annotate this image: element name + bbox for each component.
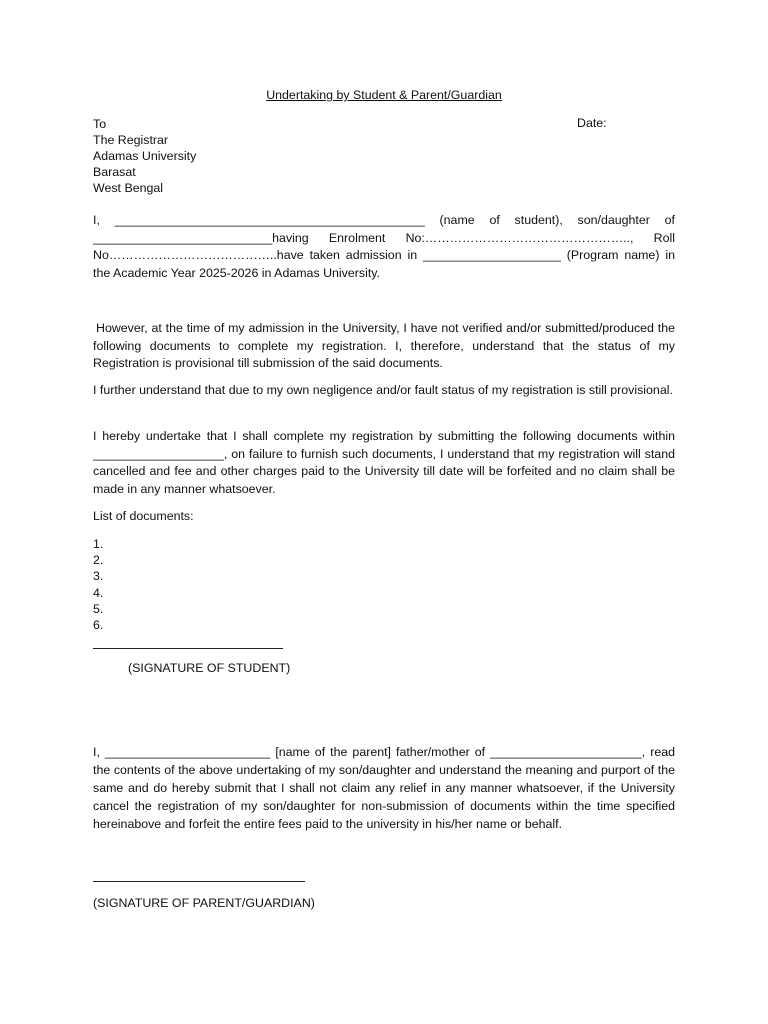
list-item: 5. — [93, 601, 104, 616]
list-item: 2. — [93, 553, 104, 568]
paragraph-provisional-status: However, at the time of my admission in the University, I have not verified and/or submitted/produced the following documents to complete my registration. I, therefore, understand that the status of my Registration is provisional till submission of the said documents. — [93, 321, 675, 370]
date-label: Date: — [577, 116, 607, 130]
addressee-line: The Registrar — [93, 133, 169, 147]
addressee-line: Adamas University — [93, 149, 197, 163]
student-signature-label: (SIGNATURE OF STUDENT) — [128, 661, 291, 675]
addressee-line: West Bengal — [93, 181, 164, 195]
student-declaration: I, _____________________________________________ (name of student), son/daughter of __________________________having Enrolment No:………………………………………….., Roll No…………………………………..have taken admission in ____________________ (Program name) in the Academic Year 2025-2026 in Adamas University. — [93, 213, 675, 280]
paragraph-undertaking: I hereby undertake that I shall complete my registration by submitting the following documents within ___________________, on failure to furnish such documents, I understand that my registration will stand cancelled and fee and other charges paid to the University till date will be forfeited and no claim shall be made in any manner whatsoever. — [93, 429, 675, 496]
list-item: 3. — [93, 569, 104, 584]
parent-signature-label: (SIGNATURE OF PARENT/GUARDIAN) — [93, 896, 315, 910]
addressee-line: Barasat — [93, 165, 136, 179]
addressee-block — [93, 116, 196, 196]
list-item: 4. — [93, 585, 104, 600]
document-title: Undertaking by Student & Parent/Guardian — [266, 88, 502, 102]
documents-list — [93, 536, 103, 633]
list-item: 1. — [93, 537, 104, 551]
list-item: 6. — [93, 618, 104, 633]
addressee-to: To — [93, 117, 107, 131]
student-signature-line — [93, 648, 283, 649]
documents-list-title: List of documents: — [93, 509, 194, 523]
paragraph-negligence: I further understand that due to my own negligence and/or fault status of my registration is still provisional. — [93, 383, 673, 397]
parent-declaration: I, ________________________ [name of the parent] father/mother of ______________________, read the contents of the above undertaking of my son/daughter and understand the meaning and purport of the same and do hereby submit that I shall not claim any relief in any manner whatsoever, if the University cancel the registration of my son/daughter for non-submission of documents within the time specified hereinabove and forfeit the entire fees paid to the university in his/her name or behalf. — [93, 745, 675, 831]
parent-signature-line — [93, 881, 305, 882]
